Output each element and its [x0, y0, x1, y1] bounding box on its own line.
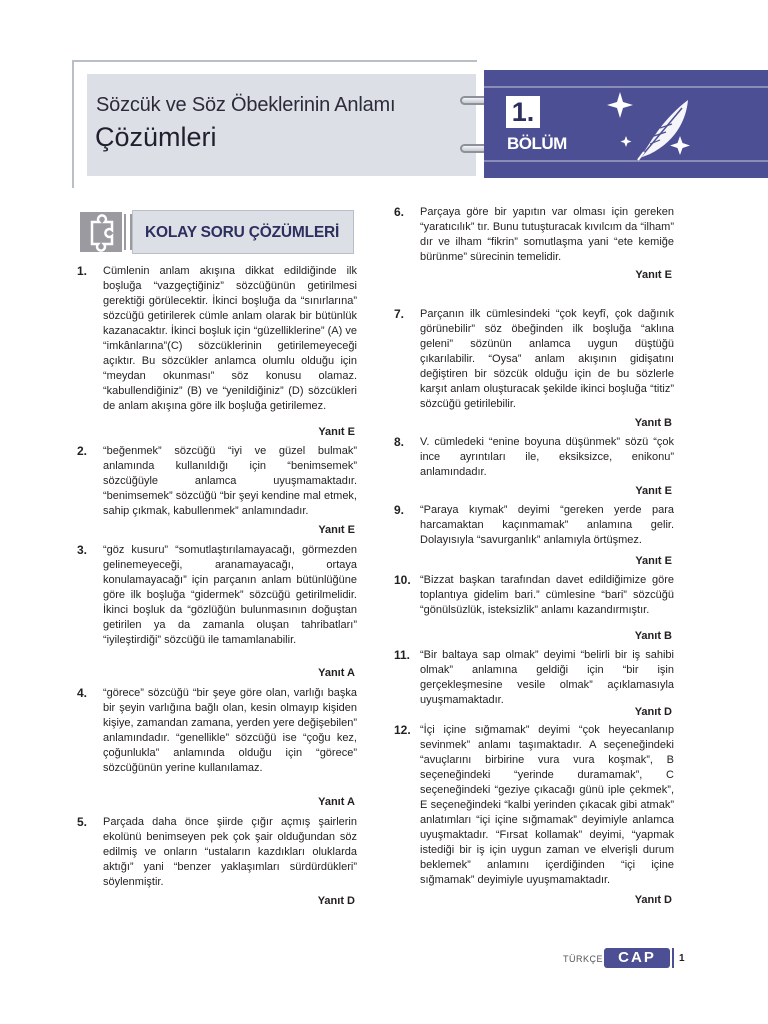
- solution-item-10: [394, 573, 674, 618]
- item-answer-3: Yanıt A: [318, 667, 355, 679]
- solution-item-5: [77, 815, 357, 890]
- solution-item-11: [394, 648, 674, 708]
- item-answer-2: Yanıt E: [318, 524, 355, 536]
- feather-sparkles-icon: [600, 80, 700, 170]
- item-text: Parçaya göre bir yapıtın var olması için gereken “yaratıcılık” tır. Bunu tutuşturacak kıvılcım da “ilham” dır ve ilham “fikrin” somutlaşma yani “ete kemiğe bürünme” sürecinin temelidir.: [420, 206, 674, 263]
- solution-item-8: [394, 435, 674, 480]
- solution-item-1: [77, 264, 357, 414]
- solution-item-6: [394, 205, 674, 265]
- item-answer-4: Yanıt A: [318, 796, 355, 808]
- page-number: 1: [679, 953, 685, 964]
- item-number: 12.: [394, 723, 411, 737]
- item-number: 11.: [394, 648, 411, 662]
- item-answer-1: Yanıt E: [318, 426, 355, 438]
- item-text: “göz kusuru” “somutlaştırılamayacağı, görmezden gelinemeyeceği, aranamayacağı, ortaya konulamayacağı” için parçanın anlam bütünlüğüne göre ilk boşluğa “gidermek” sözcüğü getirilmelidir. İkinci boşluk da “gözlüğün bulunmasının doğuştan getirilen ya da zamanla oluşan tahribatları” “iyileştirdiği” sözcüğü ile tamamlanabilir.: [103, 544, 357, 646]
- item-answer-11: Yanıt D: [634, 706, 672, 718]
- item-answer-7: Yanıt B: [634, 417, 672, 429]
- chapter-title: Çözümleri: [95, 122, 217, 152]
- item-answer-12: Yanıt D: [634, 894, 672, 906]
- item-text: “Paraya kıymak” deyimi “gereken yerde para harcamaktan kaçınmamak” anlamına gelir. Dolayısıyla “savurganlık” anlamıyla örtüşmez.: [420, 504, 674, 546]
- item-number: 3.: [77, 543, 88, 557]
- item-answer-9: Yanıt E: [635, 555, 672, 567]
- item-number: 10.: [394, 573, 411, 587]
- solution-item-3: [77, 543, 357, 648]
- item-number: 2.: [77, 444, 88, 458]
- unit-number: 1.: [506, 96, 540, 128]
- item-number: 5.: [77, 815, 88, 829]
- item-answer-5: Yanıt D: [317, 895, 355, 907]
- item-text: “görece” sözcüğü “bir şeye göre olan, varlığı başka bir şeyin varlığına bağlı olan, kesin olmayıp kişiden kişiye, zamandan zamana, yerden yere değişebilen” anlamındadır. “genellikle” sözcüğü ise “çoğu kez, çoğunlukla” anlamında olduğu için “görece” sözcüğünün yerine kullanılamaz.: [103, 687, 357, 774]
- item-number: 8.: [394, 435, 405, 449]
- item-number: 9.: [394, 503, 405, 517]
- solution-item-9: [394, 503, 674, 548]
- solution-item-4: [77, 686, 357, 776]
- publisher-logo: CAP: [604, 948, 670, 968]
- item-text: “beğenmek” sözcüğü “iyi ve güzel bulmak” anlamında kullanıldığı için “benimsemek” sözcüğüyle anlamca uyuşmamaktadır. “benimsemek” sözcüğü “bir şeyi kendine mal etmek, sahip çıkmak, kabullenmek” anlamındadır.: [103, 445, 357, 517]
- item-answer-10: Yanıt B: [634, 630, 672, 642]
- item-text: V. cümledeki “enine boyuna düşünmek” sözü “çok ince ayrıntıları ile, eksiksizce, enikonu” anlamındadır.: [420, 436, 674, 478]
- solution-item-2: [77, 444, 357, 519]
- item-number: 6.: [394, 205, 405, 219]
- section-tag-strip: [124, 214, 132, 250]
- chapter-subtitle: Sözcük ve Söz Öbeklerinin Anlamı: [96, 94, 396, 116]
- item-text: Cümlenin anlam akışına dikkat edildiğinde ilk boşluğa “vazgeçtiğiniz” sözcüğünün getirilmesi gerektiği görülecektir. İkinci boşluğa da “sınırlarına” sözcüğü getirilerek cümle anlam olarak bir bütünlük kazanacaktır. İkinci boşluk için “güzelliklerine” (A) ve “imkânlarına”(C) sözcüklerinin getirilemeyeceği açıktır. Bu sözcükler anlamca olumlu olduğu için “meydan okunması” söz konusu olamaz. “kabullendiğiniz” (B) ve “yenildiğiniz” (D) sözcükleri de anlam akışına göre ilk boşluğa getirilemez.: [103, 265, 357, 412]
- footer-subject: TÜRKÇE: [563, 954, 604, 964]
- solution-item-7: [394, 307, 674, 412]
- item-text: “Bir baltaya sap olmak” deyimi “belirli bir iş sahibi olmak” anlamına geldiği için “bir işin gerçekleşmesine vesile olmak” açıklamasıyla uyuşmamaktadır.: [420, 649, 674, 706]
- puzzle-piece-icon: [80, 212, 122, 252]
- item-text: “İçi içine sığmamak” deyimi “çok heyecanlanıp sevinmek” anlamı taşımaktadır. A seçeneğindeki “avuçlarını birbirine vura vura koşmak”, B seçeneğindeki “yerinde duramamak”, C seçeneğindeki “geziye çıkacağı günü iple çekmek”, E seçeneğindeki “kalbi yerinden çıkacak gibi atmak” anlatımları “içi içine sığmamak” deyimiyle anlamca uyuşmaktadır. “Fırsat kollamak” deyimi, “yapmak istediği bir iş için uygun zaman ve elverişli durum beklemek” anlamını içerdiğinden “içi içine sığmamak” deyimiyle uyuşmamaktadır.: [420, 724, 674, 886]
- item-number: 4.: [77, 686, 88, 700]
- item-answer-6: Yanıt E: [635, 269, 672, 281]
- item-answer-8: Yanıt E: [635, 485, 672, 497]
- solution-item-12: [394, 723, 674, 888]
- item-text: Parçanın ilk cümlesindeki “çok keyfî, çok dağınık görünebilir” söz öbeğinden ilk boşluğa “aklına geleni” sözünün anlamca uygun düştüğü çıkarılabilir. “Oysa” anlam akışının gidişatını değiştiren bir sözcük olduğu için de bu sözlerle karşıt anlam oluşturacak şekilde ikinci boşluğa “titiz” sözcüğü getirilebilir.: [420, 308, 674, 410]
- unit-label: BÖLÜM: [507, 134, 567, 153]
- item-text: Parçada daha önce şiirde çığır açmış şairlerin ekolünü benimseyen pek çok şair olduğundan söz edilmiş ve onların “ustaların kazdıkları oluklarda aktığı” yani “benzer yaklaşımları sürdürdükleri” söylenmiştir.: [103, 816, 357, 888]
- item-number: 1.: [77, 264, 88, 278]
- item-text: “Bizzat başkan tarafından davet edildiğimize göre toplantıya gidelim bari.” cümlesine “bari” sözcüğü “gönülsüzlük, isteksizlik” anlamı kazandırmıştır.: [420, 574, 674, 616]
- footer-divider: [672, 948, 674, 968]
- item-number: 7.: [394, 307, 405, 321]
- section-label: KOLAY SORU ÇÖZÜMLERİ: [145, 224, 340, 241]
- section-icon-box: [80, 212, 122, 252]
